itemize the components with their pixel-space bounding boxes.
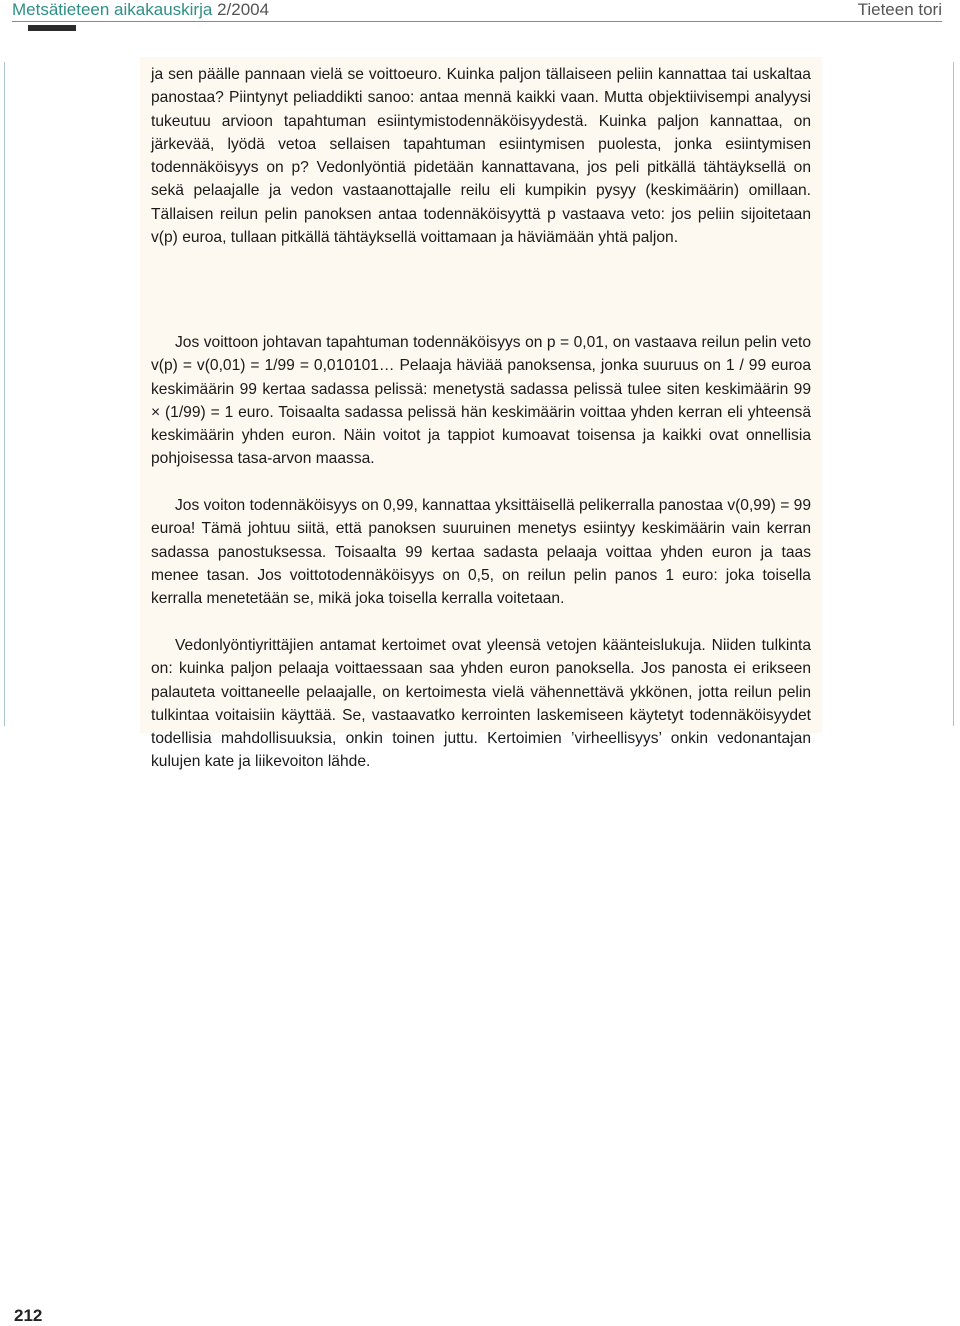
body-paragraph-1: ja sen päälle pannaan vielä se voittoeuro. Kuinka paljon tällaiseen peliin kannattaa tai uskaltaa panostaa? Piintynyt peliaddikti sanoo: antaa mennä kaikki vaan. Mutta objektiivisempi analyysi tukeutuu arvioon tapahtuman esiintymistodennäköisyydestä. Kuinka paljon kannattaa, on järkevää, lyödä vetoa sellaisen tapahtuman esiintymisen puolesta, jonka esiintymisen todennäköisyys on p? Vedonlyöntiä pidetään kannattavana, jos peli pitkällä tähtäyksellä on sekä pelaajalle ja vedon vastaanottajalle reilu eli kumpikin pysyy (keskimäärin) omillaan. Tällaisen reilun pelin panoksen antaa todennäköisyyttä p vastaava veto: jos peliin sijoitetaan v(p) euroa, tullaan pitkällä tähtäyksellä voittamaan ja häviämään yhtä paljon. — [151, 66, 811, 247]
journal-name: Metsätieteen aikakauskirja — [12, 0, 213, 19]
body-paragraph-4: Vedonlyöntiyrittäjien antamat kertoimet ovat yleensä vetojen käänteislukuja. Niiden tulkinta on: kuinka paljon pelaaja voittaessaan saa yhden euron panoksella. Jos panosta ei erikseen palauteta voittaneelle pelaajalle, on kertoimesta vielä vähennettävä ykkönen, jotta reilun pelin tulkintaa voitaisiin käyttää. Se, vastaavatko kerrointen laskemiseen käytetyt todennäköisyydet todellisia mahdollisuuksia, onkin toinen juttu. Kertoimien ’virheellisyys’ onkin vedonantajan kulujen kate ja liikevoiton lähde. — [151, 637, 811, 771]
body-paragraph-3: Jos voiton todennäköisyys on 0,99, kannattaa yksittäisellä pelikerralla panostaa v(0,99) = 99 euroa! Tämä johtuu siitä, että panoksen suuruinen menetys esiintyy keskimäärin vain kerran sadassa panostuksessa. Toisaalta 99 kertaa sadasta pelaaja voittaa yhden euron ja taas menee tasan. Jos voittotodennäköisyys on 0,5, on reilun pelin panos 1 euro: joka toisella kerralla menetetään se, mikä joka toisella kerralla voitetaan. — [151, 497, 811, 608]
page-header — [0, 0, 960, 40]
header-accent-bar — [28, 25, 76, 31]
page-number: 212 — [14, 1306, 43, 1325]
left-margin-rule — [4, 62, 5, 726]
right-margin-rule — [953, 62, 954, 726]
header-divider — [12, 21, 942, 22]
body-paragraph-2: Jos voittoon johtavan tapahtuman todennäköisyys on p = 0,01, on vastaava reilun pelin veto v(p) = v(0,01) = 1/99 = 0,010101… Pelaaja häviää panoksensa, jonka suuruus on 1 / 99 euroa keskimäärin 99 kertaa sadassa pelissä: menetystä sadassa pelissä tulee siten keskimäärin 99 × (1/99) = 1 euro. Toisaalta sadassa pelissä hän keskimäärin voittaa yhden kerran eli yhteensä keskimäärin yhden euron. Näin voitot ja tappiot kumoavat toisensa ja kaikki ovat onnellisia pohjoisessa tasa-arvon maassa. — [151, 334, 811, 468]
section-title: Tieteen tori — [857, 0, 942, 19]
article-text-box — [140, 57, 822, 771]
journal-title — [12, 0, 269, 20]
journal-issue: 2/2004 — [217, 0, 270, 19]
